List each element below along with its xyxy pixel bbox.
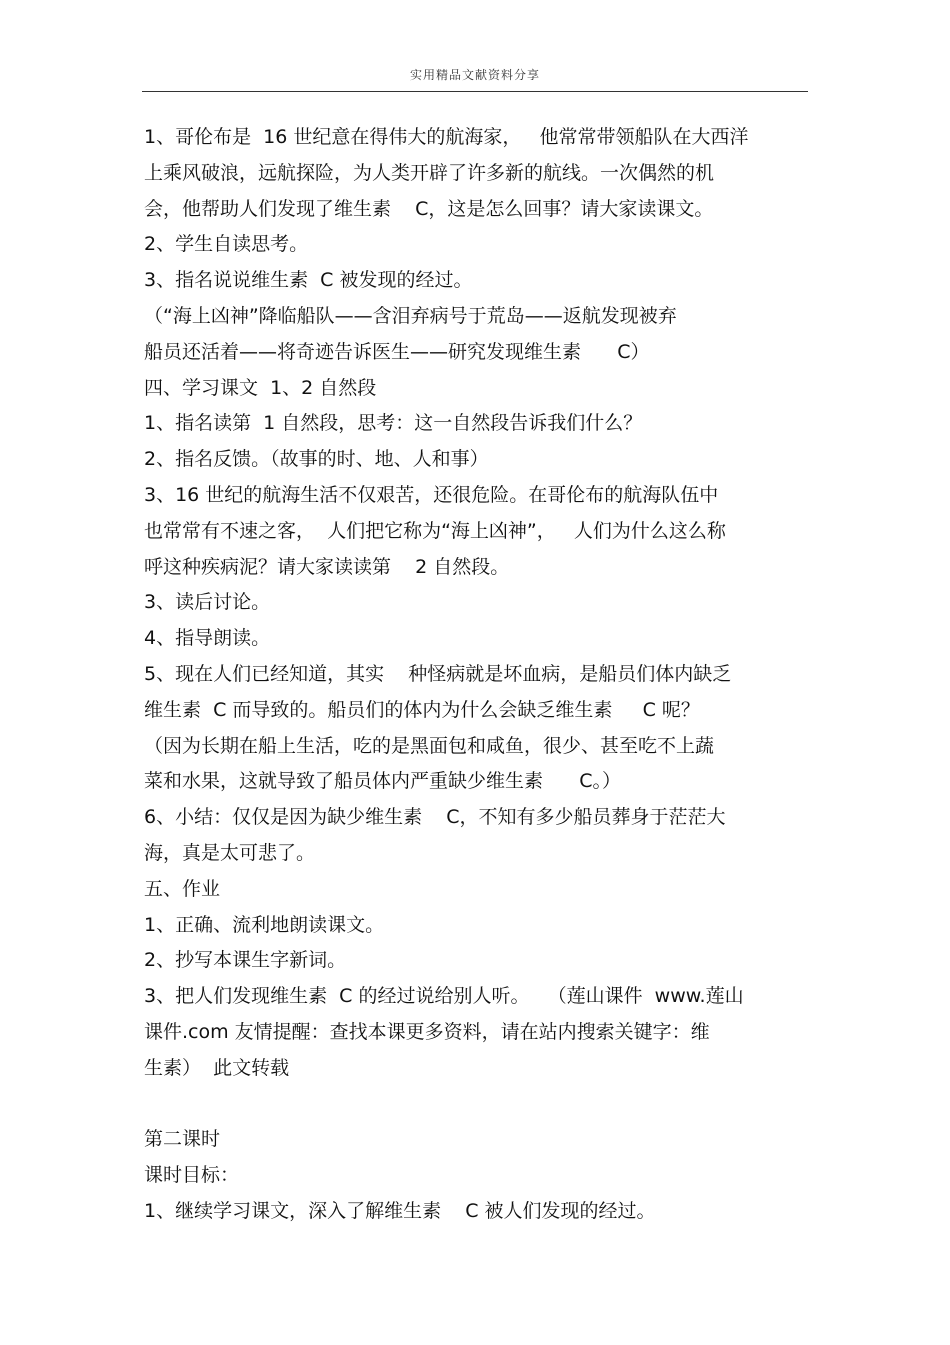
text-line: 6、小结：仅仅是因为缺少维生素 C，不知有多少船员葬身于茫茫大: [144, 806, 726, 829]
text-line: 3、指名说说维生素 C 被发现的经过。: [144, 269, 473, 292]
text-line: 1、正确、流利地朗读课文。: [144, 913, 385, 936]
text-line: 1、哥伦布是 16 世纪意在得伟大的航海家， 他常常带领船队在大西洋: [144, 126, 749, 148]
text-line: 2、学生自读思考。: [144, 233, 309, 256]
text-line: 课件.com 友情提醒：查找本课更多资料，请在站内搜索关键字：维: [144, 1020, 710, 1043]
text-line: 5、现在人们已经知道，其实 种怪病就是坏血病，是船员们体内缺乏: [144, 662, 732, 685]
blank-line: [144, 1087, 804, 1123]
text-line: 2、抄写本课生字新词。: [144, 949, 347, 972]
text-line: 上乘风破浪，远航探险，为人类开辟了许多新的航线。一次偶然的机: [144, 161, 715, 184]
text-line: （“海上凶神”降临船队——含泪弃病号于荒岛——返航发现被弃: [144, 304, 677, 327]
page-header: 实用精品文献资料分享: [409, 68, 540, 82]
header-divider: [142, 91, 808, 92]
text-line: 维生素 C 而导致的。船员们的体内为什么会缺乏维生素 C 呢？: [144, 698, 700, 721]
document-body: [144, 120, 804, 1230]
text-line: 船员还活着——将奇迹告诉医生——研究发现维生素 C）: [144, 340, 650, 363]
text-line: 3、把人们发现维生素 C 的经过说给别人听。 （莲山课件 www.莲山: [144, 985, 744, 1008]
text-line: 1、继续学习课文，深入了解维生素 C 被人们发现的经过。: [144, 1199, 656, 1222]
section-heading: 四、学习课文 1、2 自然段: [144, 376, 377, 399]
text-line: 会，他帮助人们发现了维生素 C，这是怎么回事？请大家读课文。: [144, 197, 714, 220]
lesson-heading: 第二课时: [144, 1128, 221, 1151]
text-line: 菜和水果，这就导致了船员体内严重缺少维生素 C。）: [144, 770, 622, 793]
text-line: 也常常有不速之客， 人们把它称为“海上凶神”， 人们为什么这么称: [144, 519, 726, 542]
text-line: （因为长期在船上生活，吃的是黑面包和咸鱼，很少、甚至吃不上蔬: [144, 734, 715, 757]
text-line: 3、读后讨论。: [144, 591, 271, 614]
text-line: 呼这种疾病泥？请大家读读第 2 自然段。: [144, 555, 510, 578]
text-line: 生素） 此文转载: [144, 1056, 290, 1079]
text-line: 海，真是太可悲了。: [144, 841, 316, 864]
text-line: 1、指名读第 1 自然段，思考：这一自然段告诉我们什么？: [144, 412, 643, 435]
text-line: 2、指名反馈。（故事的时、地、人和事）: [144, 448, 489, 471]
text-line: 4、指导朗读。: [144, 627, 271, 650]
text-line: 课时目标：: [144, 1164, 240, 1187]
section-heading: 五、作业: [144, 877, 221, 900]
text-line: 3、16 世纪的航海生活不仅艰苦，还很危险。在哥伦布的航海队伍中: [144, 483, 719, 506]
